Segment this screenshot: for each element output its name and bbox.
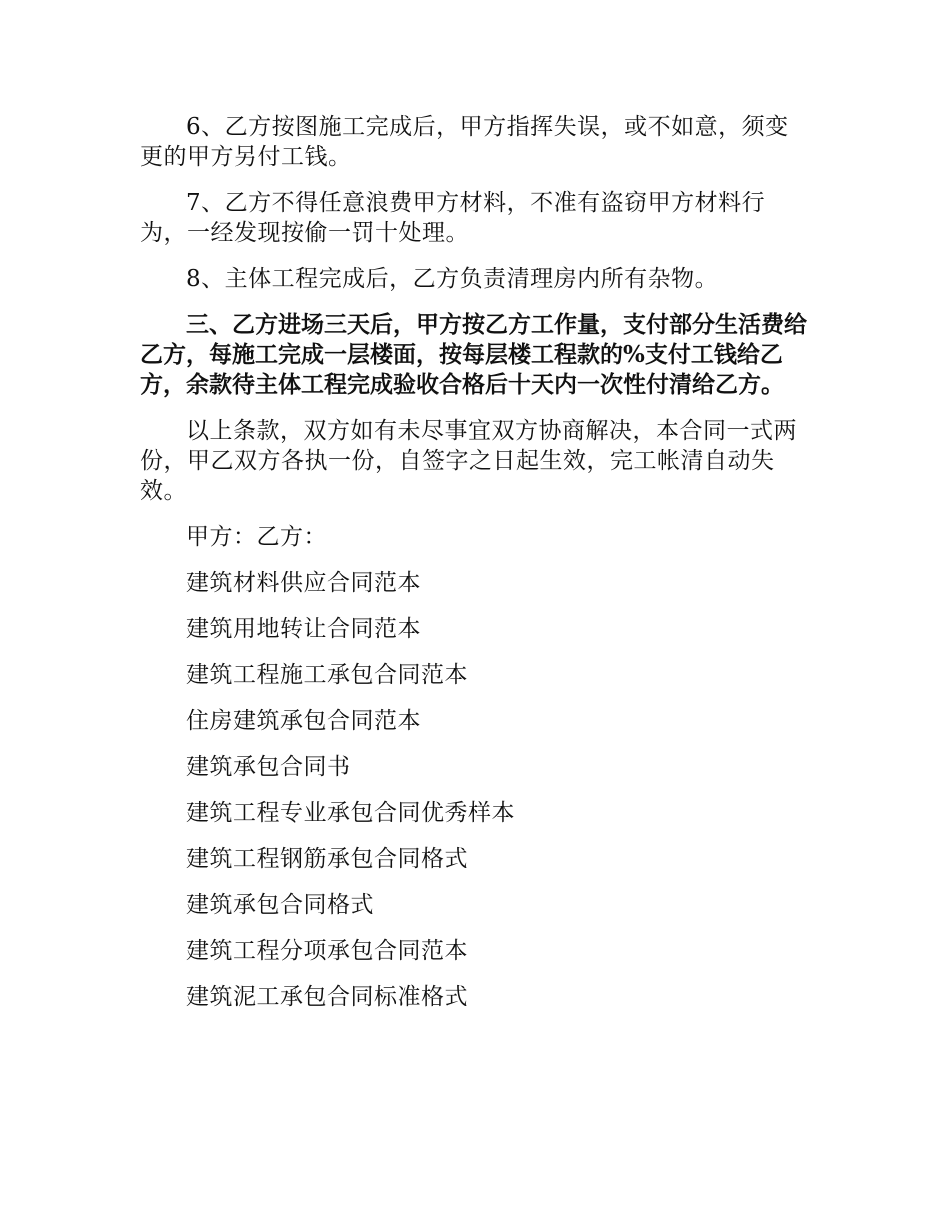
related-link[interactable]: 建筑工程分项承包合同范本 — [186, 938, 468, 964]
clause-7: 7、乙方不得任意浪费甲方材料，不准有盗窃甲方材料行为，一经发现按偷一罚十处理。 — [140, 190, 766, 246]
related-link[interactable]: 建筑工程专业承包合同优秀样本 — [186, 800, 515, 826]
related-links-list — [140, 568, 812, 1012]
payment-clause: 三、乙方进场三天后，甲方按乙方工作量，支付部分生活费给乙方，每施工完成一层楼面，按每层楼工程款的%支付工钱给乙方，余款待主体工程完成验收合格后十天内一次性付清给乙方。 — [140, 311, 807, 398]
clause-8: 8、主体工程完成后，乙方负责清理房内所有杂物。 — [186, 266, 719, 292]
related-link[interactable]: 住房建筑承包合同范本 — [186, 708, 421, 734]
clause-6: 6、乙方按图施工完成后，甲方指挥失误，或不如意，须变更的甲方另付工钱。 — [140, 114, 789, 170]
related-link[interactable]: 建筑工程钢筋承包合同格式 — [186, 846, 468, 872]
related-link[interactable]: 建筑材料供应合同范本 — [186, 570, 421, 596]
related-link[interactable]: 建筑工程施工承包合同范本 — [186, 662, 468, 688]
document-page — [140, 112, 812, 1028]
signature-line: 甲方：乙方： — [186, 524, 327, 550]
related-link[interactable]: 建筑泥工承包合同标准格式 — [186, 984, 468, 1010]
related-link[interactable]: 建筑承包合同格式 — [186, 892, 374, 918]
closing-clause: 以上条款，双方如有未尽事宜双方协商解决，本合同一式两份，甲乙双方各执一份，自签字之日起生效，完工帐清自动失效。 — [140, 418, 797, 504]
related-link[interactable]: 建筑用地转让合同范本 — [186, 616, 421, 642]
related-link[interactable]: 建筑承包合同书 — [186, 754, 351, 780]
